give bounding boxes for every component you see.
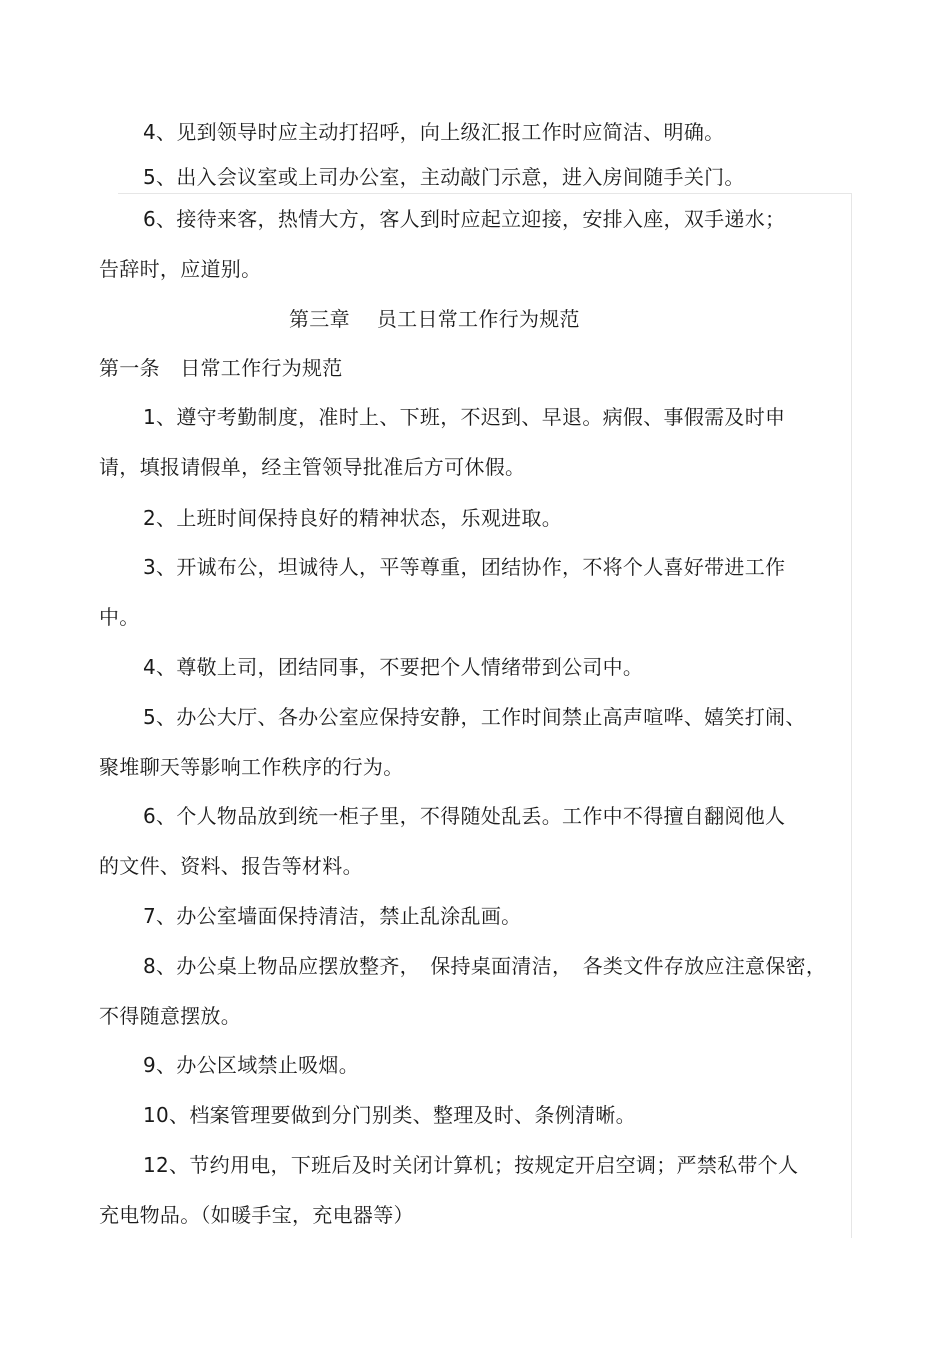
- paragraph-line: 5、出入会议室或上司办公室，主动敲门示意，进入房间随手关门。: [143, 165, 745, 189]
- paragraph-line: 不得随意摆放。: [99, 1004, 242, 1028]
- paragraph-line: 中。: [99, 605, 140, 629]
- paragraph-line: 4、见到领导时应主动打招呼，向上级汇报工作时应简洁、明确。: [143, 120, 725, 144]
- chapter-title: 第三章 员工日常工作行为规范: [289, 307, 580, 331]
- paragraph-line: 6、个人物品放到统一柜子里，不得随处乱丢。工作中不得擅自翻阅他人: [143, 804, 786, 828]
- paragraph-line: 8、办公桌上物品应摆放整齐， 保持桌面清洁， 各类文件存放应注意保密，: [143, 954, 827, 978]
- paragraph-line: 4、尊敬上司，团结同事，不要把个人情绪带到公司中。: [143, 655, 644, 679]
- paragraph-line: 10、档案管理要做到分门别类、整理及时、条例清晰。: [143, 1103, 636, 1127]
- paragraph-line: 1、遵守考勤制度，准时上、下班，不迟到、早退。病假、事假需及时申: [143, 405, 786, 429]
- page-border-right: [851, 193, 852, 1238]
- paragraph-line: 6、接待来客，热情大方，客人到时应起立迎接，安排入座，双手递水；: [143, 207, 786, 231]
- paragraph-line: 7、办公室墙面保持清洁，禁止乱涂乱画。: [143, 904, 522, 928]
- paragraph-line: 聚堆聊天等影响工作秩序的行为。: [99, 755, 404, 779]
- article-title: 第一条 日常工作行为规范: [99, 356, 343, 380]
- paragraph-line: 9、办公区域禁止吸烟。: [143, 1053, 360, 1077]
- paragraph-line: 的文件、资料、报告等材料。: [99, 854, 363, 878]
- paragraph-line: 2、上班时间保持良好的精神状态，乐观进取。: [143, 506, 563, 530]
- paragraph-line: 12、节约用电，下班后及时关闭计算机；按规定开启空调；严禁私带个人: [143, 1153, 799, 1177]
- paragraph-line: 充电物品。（如暖手宝，充电器等）: [99, 1203, 414, 1227]
- paragraph-line: 告辞时，应道别。: [99, 257, 262, 281]
- paragraph-line: 请，填报请假单，经主管领导批准后方可休假。: [99, 455, 526, 479]
- paragraph-line: 3、开诚布公，坦诚待人，平等尊重，团结协作，不将个人喜好带进工作: [143, 555, 786, 579]
- paragraph-line: 5、办公大厅、各办公室应保持安静，工作时间禁止高声喧哗、嬉笑打闹、: [143, 705, 806, 729]
- page-border-top: [118, 193, 852, 194]
